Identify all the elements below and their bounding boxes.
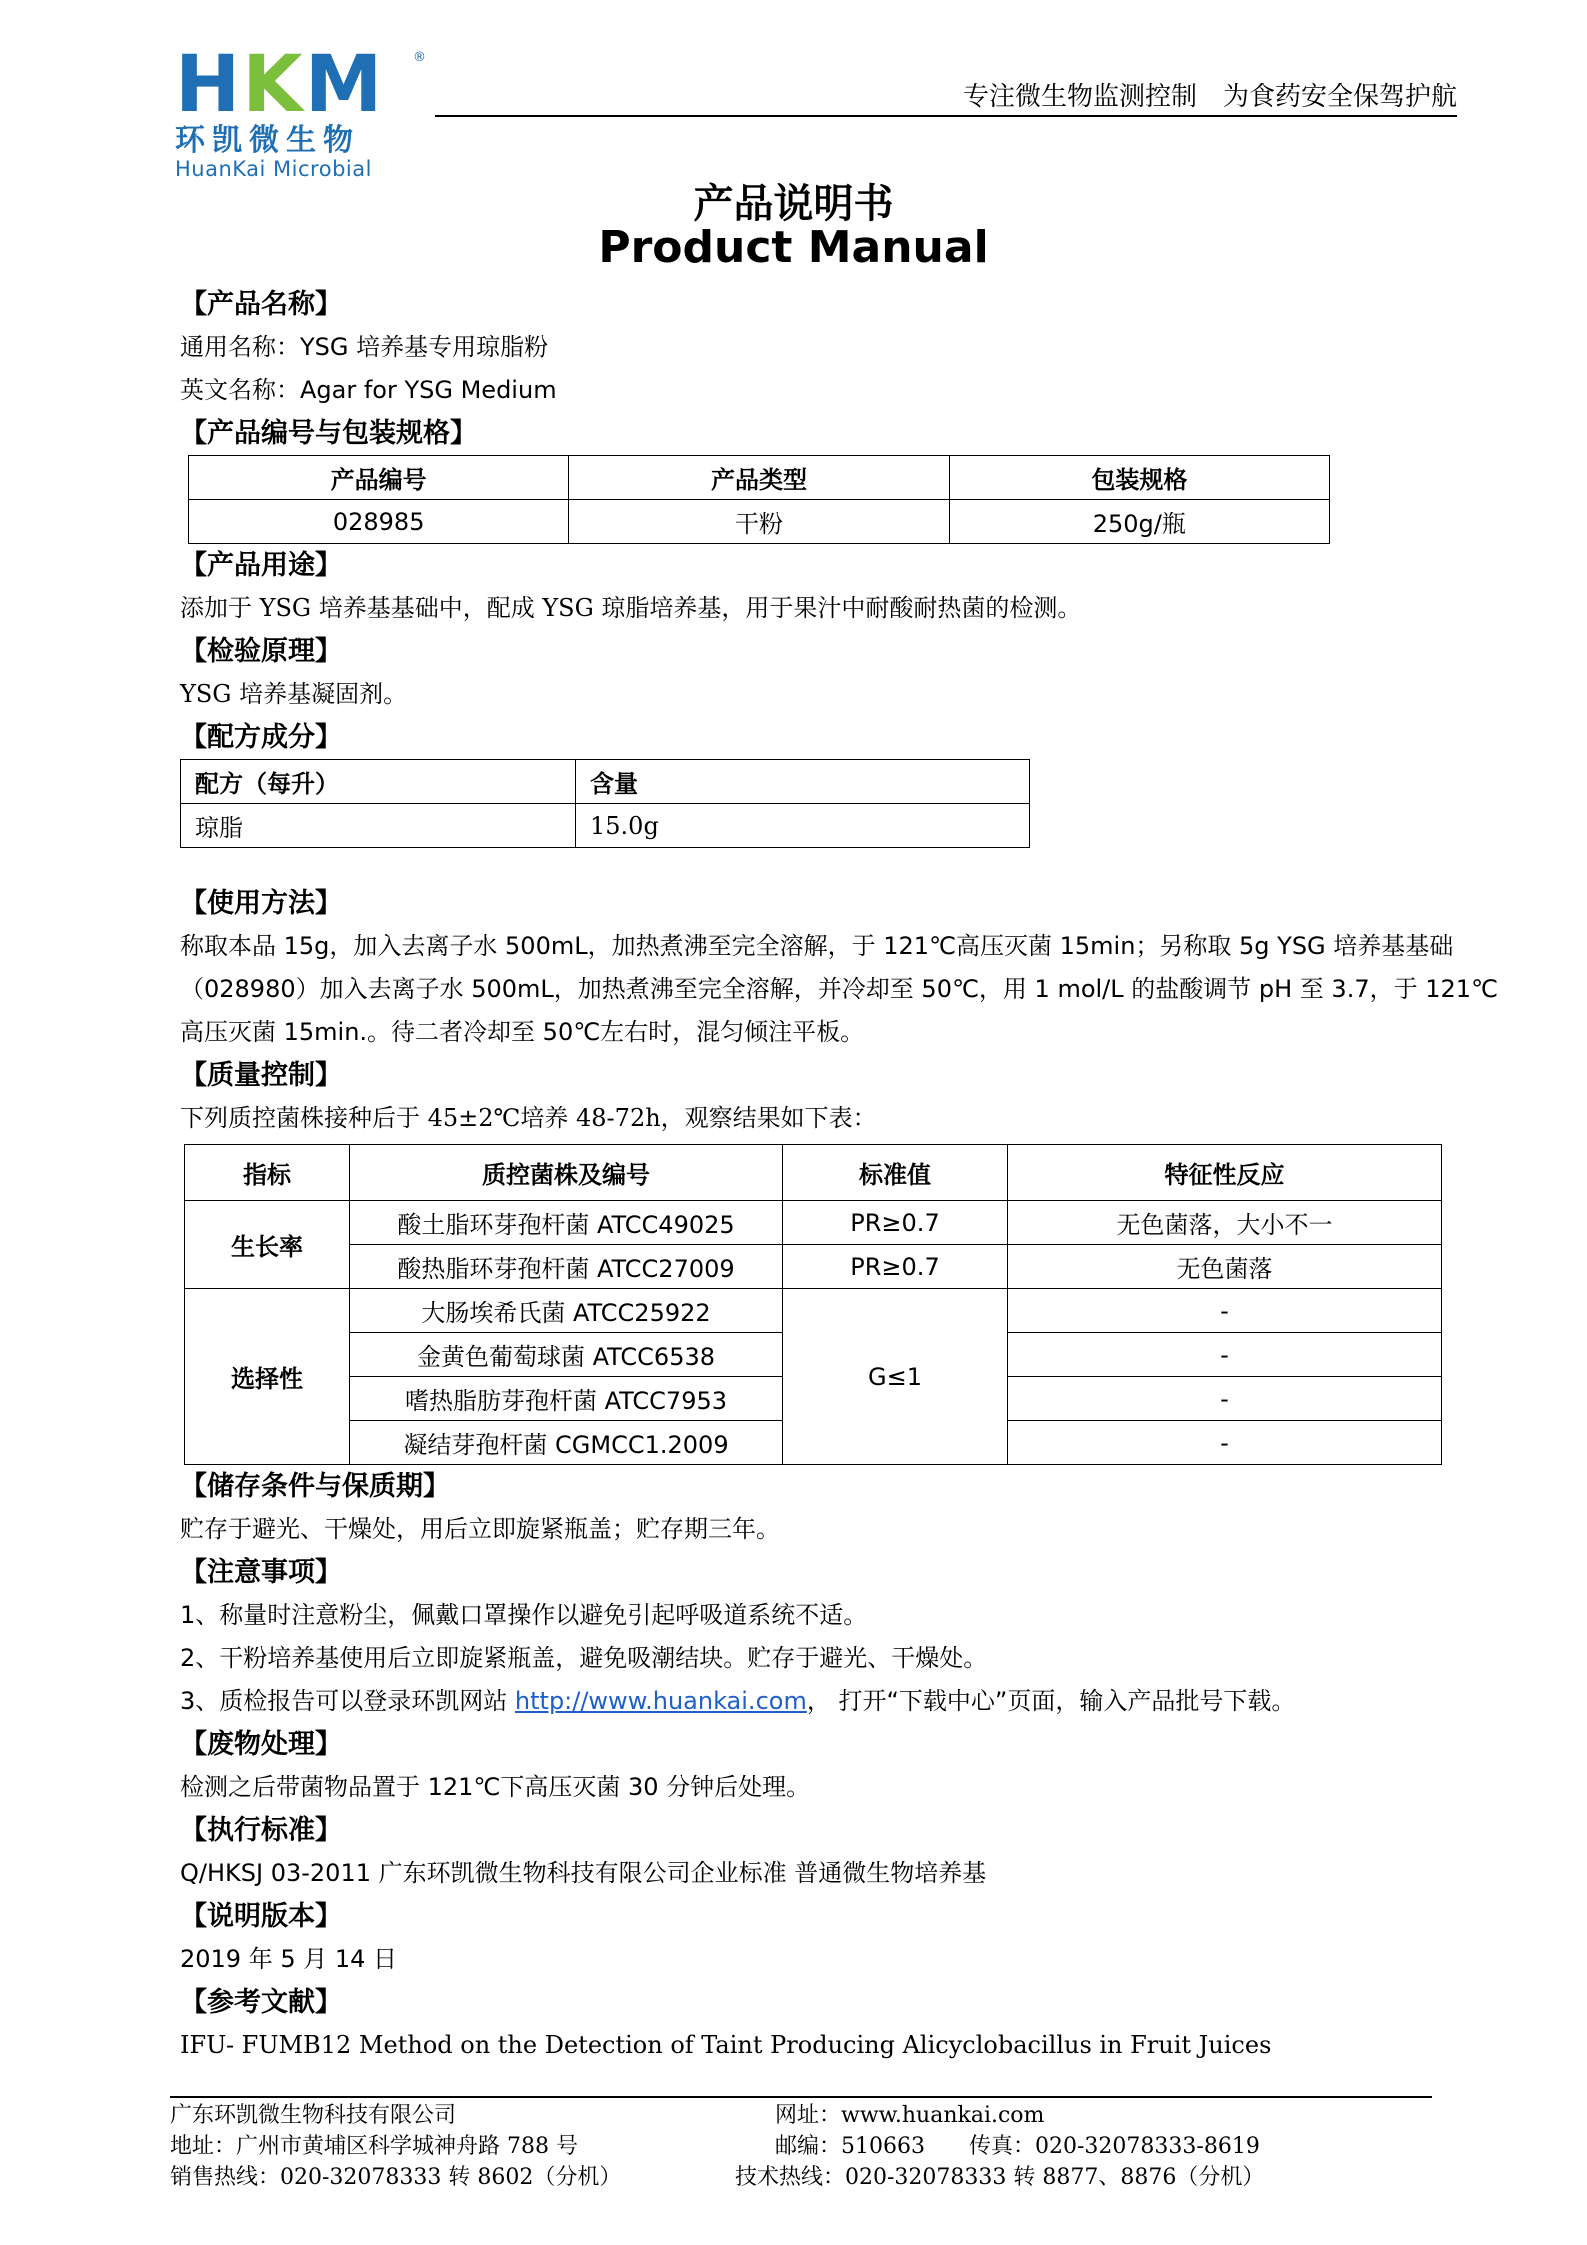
reaction: - [1008,1421,1442,1465]
standard-value: G≤1 [783,1289,1008,1465]
table-header: 配方（每升） [181,760,576,804]
common-name: 通用名称：YSG 培养基专用琼脂粉 [180,333,549,361]
footer-right [735,2100,1264,2193]
strain: 嗜热脂肪芽孢杆菌 ATCC7953 [350,1377,783,1421]
table-row [185,1289,1442,1333]
section-heading-method: 【使用方法】 [180,888,342,919]
section-heading-disposal: 【废物处理】 [180,1729,342,1760]
storage-text: 贮存于避光、干燥处，用后立即旋紧瓶盖；贮存期三年。 [180,1515,780,1543]
version-date: 2019 年 5 月 14 日 [180,1945,398,1973]
method-line: 高压灭菌 15min.。待二者冷却至 50℃左右时，混匀倾注平板。 [180,1018,865,1046]
ingredient-name: 琼脂 [181,804,576,848]
table-row [185,1201,1442,1245]
method-line: （028980）加入去离子水 500mL，加热煮沸至完全溶解，并冷却至 50℃，用 1 mol/L 的盐酸调节 pH 至 3.7，于 121℃ [180,975,1498,1003]
note-item: 1、称量时注意粉尘，佩戴口罩操作以避免引起呼吸道系统不适。 [180,1601,868,1629]
footer-left [170,2100,621,2193]
formula-table [180,759,1030,848]
strain: 大肠埃希氏菌 ATCC25922 [350,1289,783,1333]
footer-address: 地址：广州市黄埔区科学城神舟路 788 号 [170,2134,578,2159]
strain: 酸土脂环芽孢杆菌 ATCC49025 [350,1201,783,1245]
logo-mark: HKM [175,40,385,130]
qc-intro: 下列质控菌株接种后于 45±2℃培养 48-72h，观察结果如下表： [180,1104,877,1132]
group-label: 生长率 [185,1201,350,1289]
footer-contact: 邮编：510663 传真：020-32078333-8619 [775,2134,1260,2159]
standard-value: PR≥0.7 [783,1201,1008,1245]
note-item: 2、干粉培养基使用后立即旋紧瓶盖，避免吸潮结块。贮存于避光、干燥处。 [180,1644,988,1672]
table-header: 含量 [576,760,1030,804]
standard-value: PR≥0.7 [783,1245,1008,1289]
table-header: 标准值 [783,1145,1008,1201]
english-name: 英文名称：Agar for YSG Medium [180,376,557,404]
table-header: 包装规格 [949,456,1329,500]
table-header: 质控菌株及编号 [350,1145,783,1201]
footer-website: 网址：www.huankai.com [775,2103,1045,2128]
header-slogan: 专注微生物监测控制 为食药安全保驾护航 [962,82,1457,112]
reaction: - [1008,1289,1442,1333]
section-heading-name: 【产品名称】 [180,289,342,320]
reaction: 无色菌落 [1008,1245,1442,1289]
section-heading-qc: 【质量控制】 [180,1060,342,1091]
table-header: 产品类型 [569,456,949,500]
note-item: 3、质检报告可以登录环凯网站 http://www.huankai.com， 打开“下载中心”页面，输入产品批号下载。 [180,1687,1296,1715]
footer-sales-hotline: 销售热线：020-32078333 转 8602（分机） [170,2165,622,2190]
header-divider [435,115,1457,117]
usage-text: 添加于 YSG 培养基基础中，配成 YSG 琼脂培养基，用于果汁中耐酸耐热菌的检测。 [180,594,1082,622]
company-logo [175,40,435,181]
footer-tech-hotline: 技术热线：020-32078333 转 8877、8876（分机） [735,2165,1265,2190]
reaction: 无色菌落，大小不一 [1008,1201,1442,1245]
table-header: 特征性反应 [1008,1145,1442,1201]
qc-table [184,1144,1442,1465]
section-heading-formula: 【配方成分】 [180,722,342,753]
reaction: - [1008,1333,1442,1377]
table-header: 指标 [185,1145,350,1201]
logo-chinese-name: 环凯微生物 [175,123,360,158]
footer-company: 广东环凯微生物科技有限公司 [170,2103,457,2128]
strain: 酸热脂环芽孢杆菌 ATCC27009 [350,1245,783,1289]
section-heading-principle: 【检验原理】 [180,636,342,667]
manual-body [180,283,1498,2067]
logo-english-name: HuanKai Microbial [175,157,372,181]
section-heading-packaging: 【产品编号与包装规格】 [180,418,477,449]
footer-divider [170,2096,1432,2098]
registered-mark: ® [413,50,426,65]
standard-text: Q/HKSJ 03-2011 广东环凯微生物科技有限公司企业标准 普通微生物培养基 [180,1859,987,1887]
strain: 金黄色葡萄球菌 ATCC6538 [350,1333,783,1377]
table-row [185,1245,1442,1289]
page-title-cn: 产品说明书 [693,181,894,227]
disposal-text: 检测之后带菌物品置于 121℃下高压灭菌 30 分钟后处理。 [180,1773,811,1801]
ingredient-amount: 15.0g [576,804,1030,848]
table-header: 产品编号 [189,456,569,500]
section-heading-version: 【说明版本】 [180,1901,342,1932]
reaction: - [1008,1377,1442,1421]
section-heading-standard: 【执行标准】 [180,1815,342,1846]
group-label: 选择性 [185,1289,350,1465]
package-size: 250g/瓶 [949,500,1329,544]
website-link[interactable]: http://www.huankai.com [514,1687,807,1715]
section-heading-storage: 【储存条件与保质期】 [180,1471,450,1502]
packaging-table [188,455,1330,544]
product-code: 028985 [189,500,569,544]
strain: 凝结芽孢杆菌 CGMCC1.2009 [350,1421,783,1465]
section-heading-references: 【参考文献】 [180,1987,342,2018]
page-title-en: Product Manual [598,222,989,273]
product-type: 干粉 [569,500,949,544]
method-line: 称取本品 15g，加入去离子水 500mL，加热煮沸至完全溶解，于 121℃高压灭菌 15min；另称取 5g YSG 培养基基础 [180,932,1454,960]
principle-text: YSG 培养基凝固剂。 [180,680,408,708]
section-heading-usage: 【产品用途】 [180,550,342,581]
section-heading-notes: 【注意事项】 [180,1557,342,1588]
reference-item: IFU- FUMB12 Method on the Detection of Taint Producing Alicyclobacillus in Fruit Juices [180,2031,1272,2059]
